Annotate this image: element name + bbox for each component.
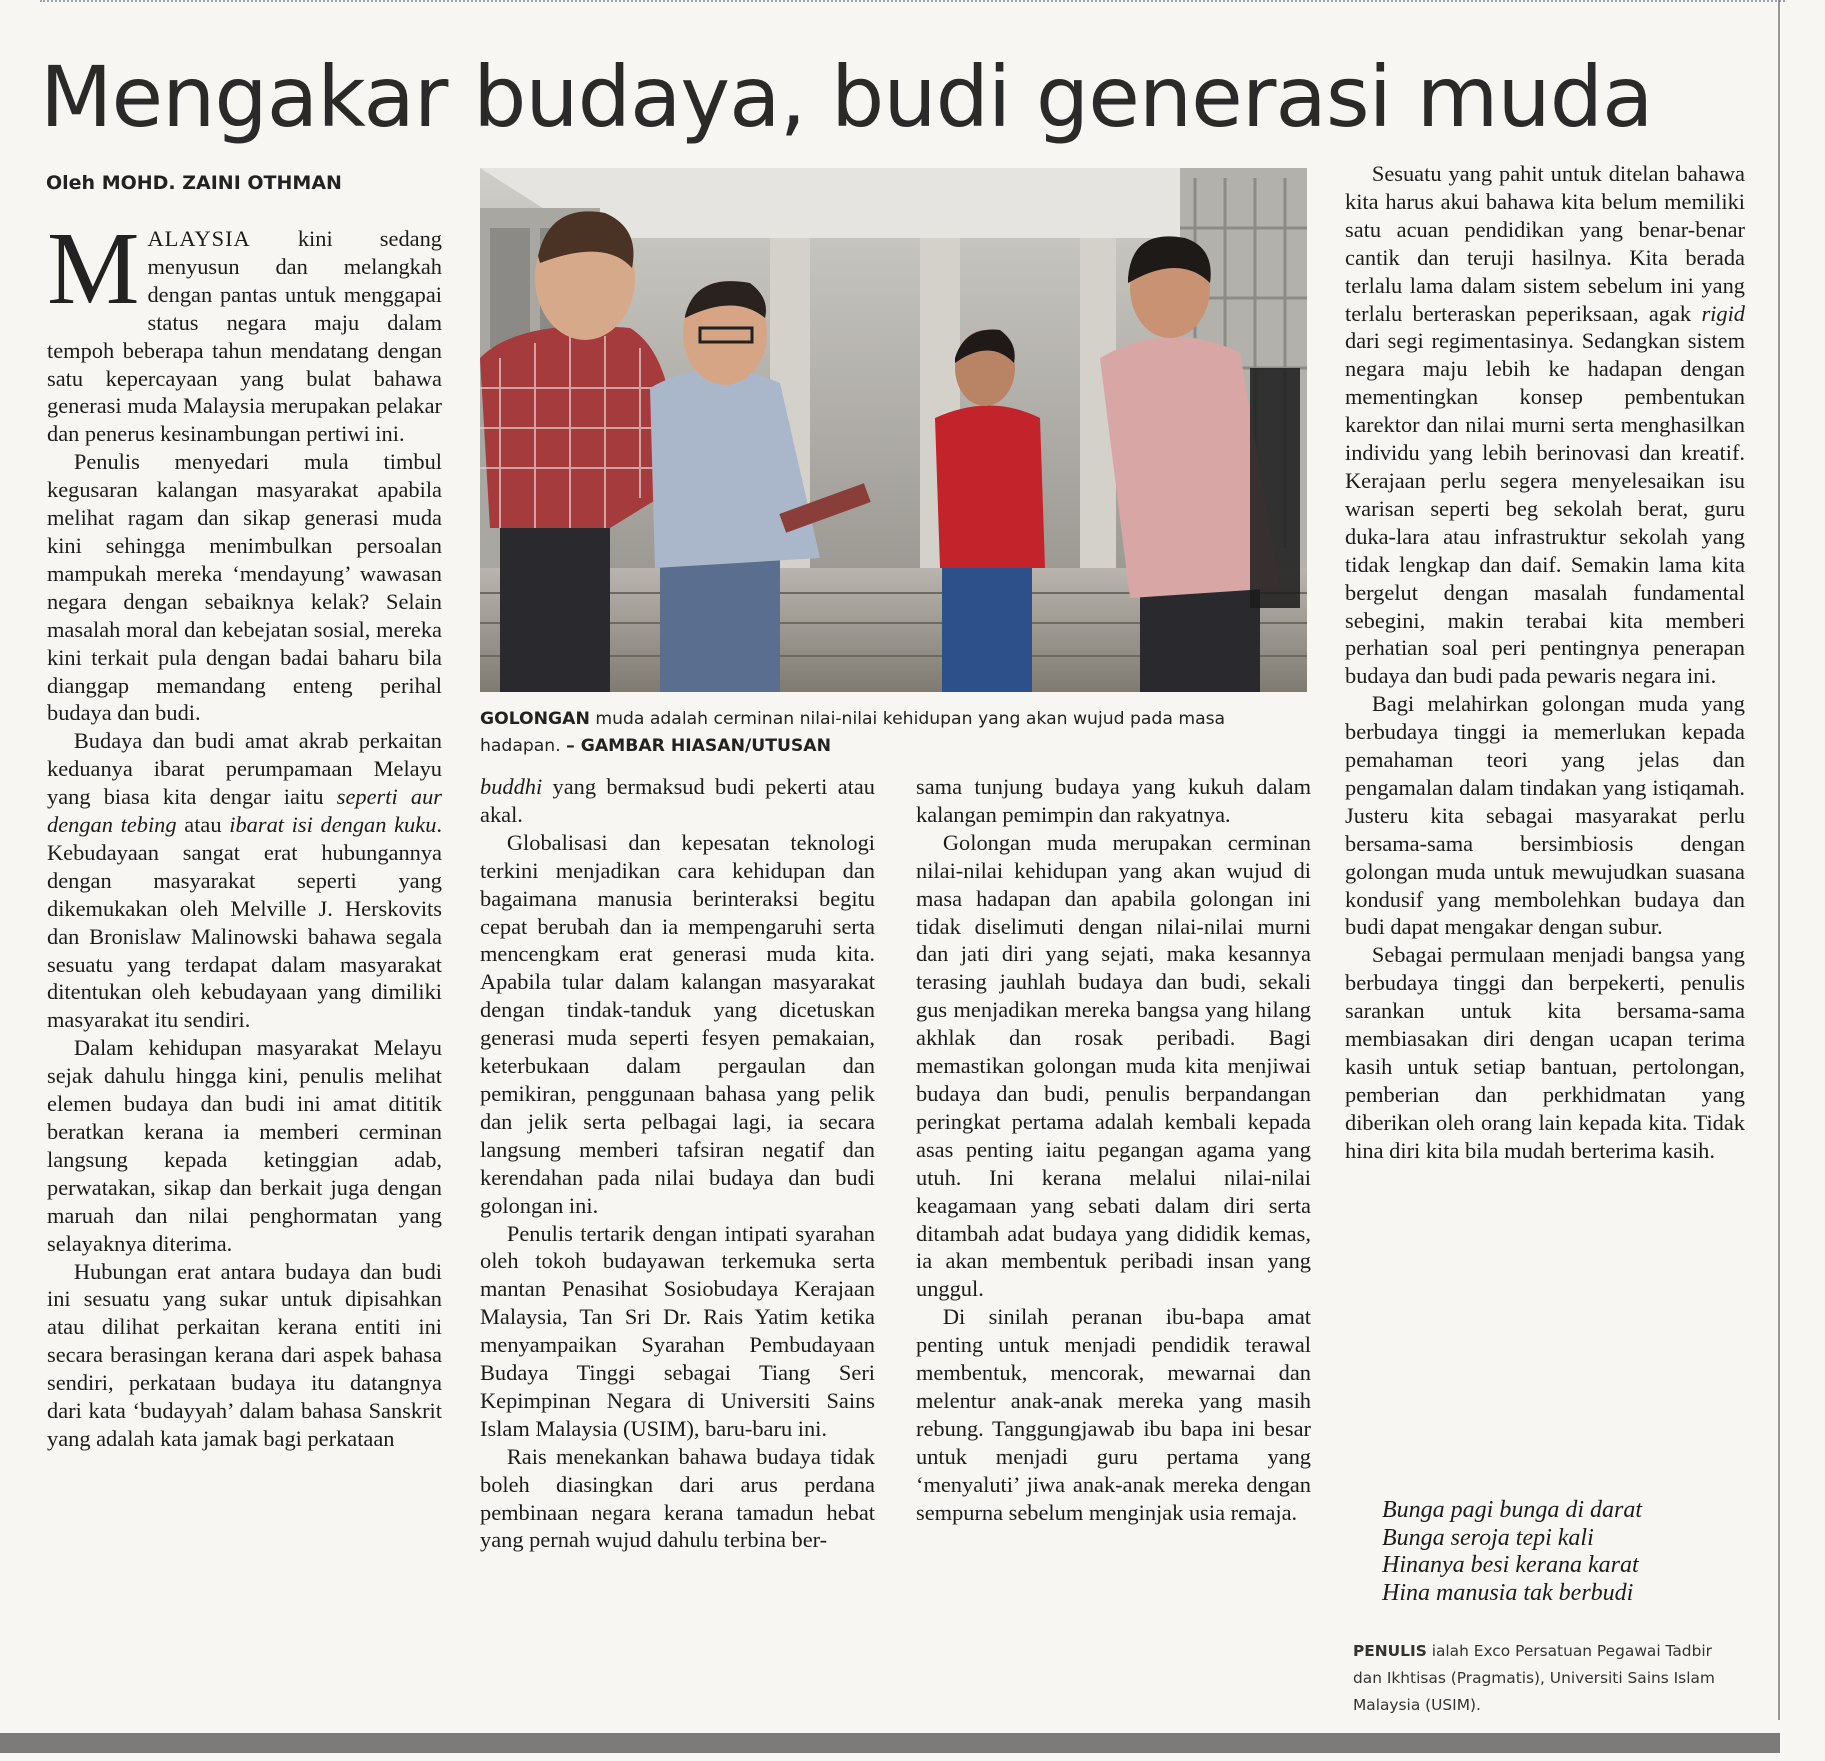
paragraph-text: Budaya dan budi amat akrab perkaitan keduanya ibarat perumpamaan Melayu yang biasa kita dengar iaitu [47,728,442,810]
pantun-verse [1382,1497,1642,1607]
paragraph: Globalisasi dan kepesatan teknologi terkini menjadikan cara kehidupan dan bagaimana manusia berinteraksi begitu cepat berubah dan ia mempengaruhi serta mencengkam erat generasi muda kita. Apabila tular dalam kalangan masyarakat dengan tindak-tanduk yang dicetuskan generasi muda seperti fesyen pemakaian, keterbukaan dalam pergaulan dan pemikiran, penggunaan bahasa yang pelik dan jelik serta pelbagai lagi, ia secara langsung memberi tafsiran negatif dan kerendahan pada nilai budaya dan budi golongan ini. [480,829,875,1218]
byline: Oleh MOHD. ZAINI OTHMAN [46,172,342,194]
verse-line: Hina manusia tak berbudi [1382,1579,1634,1606]
paragraph-text: yang bermaksud budi pekerti atau akal. [480,774,875,827]
article-column-2 [480,773,875,1554]
italic-phrase: ibarat isi dengan kuku [229,812,437,838]
article-column-4 [1345,160,1745,1165]
top-dotted-rule [40,0,1785,8]
paragraph: Penulis menyedari mula timbul kegusaran kalangan masyarakat apabila melihat ragam dan sikap generasi muda kini sehingga menimbulkan persoalan mampukah mereka ‘mendayung’ wawasan negara dengan sebaiknya kelak? Selain masalah moral dan kebejatan sosial, mereka kini terkait pula dengan badai baharu bila dianggap memandang enteng perihal budaya dan budi. [47,449,442,726]
paragraph: sama tunjung budaya yang kukuh dalam kalangan pemimpin dan rakyatnya. [916,774,1311,827]
drop-cap: M [47,211,140,326]
author-note-lead: PENULIS [1353,1642,1427,1660]
paragraph: Bagi melahirkan golongan muda yang berbudaya tinggi ia memerlukan kepada pemahaman teori yang jelas dan pengamalan dalam tindakan yang istiqamah. Justeru kita sebagai masyarakat perlu bersama-sama bersimbiosis dengan golongan muda untuk mewujudkan suasana kondusif yang membolehkan budaya dan budi dapat mengakar dengan subur. [1345,691,1745,940]
article-photo [480,168,1307,692]
paragraph: Rais menekankan bahawa budaya tidak boleh diasingkan dari arus perdana pembinaan negara kerana tamadun hebat yang pernah wujud dahulu terbina ber- [480,1443,875,1553]
verse-line: Bunga seroja tepi kali [1382,1524,1594,1551]
italic-phrase: seperti aur dengan tebing [47,784,442,838]
paragraph-text: atau [176,812,230,838]
paragraph [47,727,442,1034]
caption-lead: GOLONGAN [480,709,590,729]
paragraph-text: . Kebudayaan sangat erat hubungannya dengan masyarakat seperti yang dikemukakan oleh Melville J. Herskovits dan Bronislaw Malinowski bahawa segala sesuatu yang terdapat dalam masyarakat ditentukan oleh kebudayaan yang dimiliki masyarakat itu sendiri. [47,812,442,1033]
paragraph [47,211,442,448]
paragraph [480,773,875,829]
paragraph-text: Sesuatu yang pahit untuk ditelan bahawa kita harus akui bahawa kita belum memiliki satu acuan pendidikan yang benar-benar cantik dan teruji hasilnya. Kita berada terlalu lama dalam sistem sebelum ini yang terlalu berteraskan peperiksaan, agak [1345,161,1745,326]
paragraph-text: dari segi regimentasinya. Sedangkan sistem negara maju lebih ke hadapan dengan mementingkan konsep pembentukan karektor dan nilai murni serta menghasilkan individu yang lebih berinovasi dan kreatif. Kerajaan perlu segera menyelesaikan isu warisan seperti beg sekolah berat, guru duka-lara atau infrastruktur sekolah yang tidak lengkap dan daif. Semakin lama kita bergelut dengan masalah fundamental sebegini, makin terabai kita memberi perhatian soal peri pentingnya penerapan budaya dan budi pada pewaris negara ini. [1345,328,1745,689]
italic-phrase: buddhi [480,774,543,799]
right-margin-rule [1778,0,1780,1720]
article-column-3 [916,773,1311,1526]
italic-phrase: rigid [1701,300,1745,326]
author-note-text: ialah Exco Persatuan Pegawai Tadbir dan Ikhtisas (Pragmatis), Universiti Sains Islam Malaysia (USIM). [1353,1642,1715,1714]
caption-text: muda adalah cerminan nilai-nilai kehidupan yang akan wujud pada masa hadapan. [480,709,1226,756]
paragraph: Sebagai permulaan menjadi bangsa yang berbudaya tinggi dan berpekerti, penulis sarankan untuk kita bersama-sama membiasakan diri dengan ucapan terima kasih untuk setiap bantuan, pertolongan, pemberian dan perkhidmatan yang diberikan oleh orang lain kepada kita. Tidak hina diri kita bila mudah berterima kasih. [1345,942,1745,1163]
bottom-scan-band [0,1733,1780,1753]
verse-line: Bunga pagi bunga di darat [1382,1497,1643,1523]
photo-caption [480,706,1307,760]
verse-line: Hinanya besi kerana karat [1382,1552,1639,1578]
caption-credit: – GAMBAR HIASAN/UTUSAN [566,736,831,756]
paragraph: Penulis tertarik dengan intipati syarahan oleh tokoh budayawan terkemuka serta mantan Penasihat Sosiobudaya Kerajaan Malaysia, Tan Sri Dr. Rais Yatim ketika menyampaikan Syarahan Pembudayaan Budaya Tinggi sebagai Tiang Seri Kepimpinan Negara di Universiti Sains Islam Malaysia (USIM), baru-baru ini. [480,1220,875,1441]
headline: Mengakar budaya, budi generasi muda [40,48,1653,146]
paragraph: Golongan muda merupakan cerminan nilai-nilai kehidupan yang akan wujud di masa hadapan dan apabila golongan ini tidak diselimuti dengan nilai-nilai murni dan jati diri yang sejati, maka kesannya terasing jauhlah budaya dan budi, sekali gus menjadikan mereka bangsa yang hilang akhlak dan rosak peribadi. Bagi memastikan golongan muda kita menjiwai budaya dan budi, penulis berpandangan peringkat pertama adalah kembali kepada asas penting iaitu pegangan agama yang utuh. Ini kerana melalui nilai-nilai keagamaan yang sebati dalam diri serta ditambah adat budaya yang dididik kemas, ia akan membentuk peribadi insan yang unggul. [916,829,1311,1302]
paragraph: Hubungan erat antara budaya dan budi ini sesuatu yang sukar untuk dipisahkan atau dilihat perkaitan kerana entiti ini secara berasingan kerana dari aspek bahasa sendiri, perkataan budaya itu datangnya dari kata ‘budayyah’ dalam bahasa Sanskrit yang adalah kata jamak bagi perkataan [47,1258,442,1451]
author-note [1353,1638,1733,1719]
paragraph-text: kini sedang menyusun dan melangkah dengan pantas untuk menggapai status negara maju dalam tempoh beberapa tahun mendatang dengan satu kepercayaan yang bulat bahawa generasi muda Malaysia merupakan pelakar dan penerus kesinambungan pertiwi ini. [47,226,442,447]
paragraph: Di sinilah peranan ibu-bapa amat penting untuk menjadi pendidik terawal membentuk, mencorak, mewarnai dan melentur anak-anak mereka yang masih rebung. Tanggungjawab ibu bapa ini besar untuk menjadi guru pertama yang ‘menyaluti’ jiwa anak-anak mereka dengan sempurna sebelum menginjak usia remaja. [916,1304,1311,1525]
paragraph [1345,160,1745,690]
lead-caps: ALAYSIA [147,226,251,251]
article-column-1 [47,211,442,1453]
paragraph: Dalam kehidupan masyarakat Melayu sejak dahulu hingga kini, penulis melihat elemen budaya dan budi ini amat dititik beratkan kerana ia memberi cerminan langsung kepada ketinggian adab, perwatakan, sikap dan berkait juga dengan maruah dan nilai penghormatan yang selayaknya diterima. [47,1035,442,1256]
